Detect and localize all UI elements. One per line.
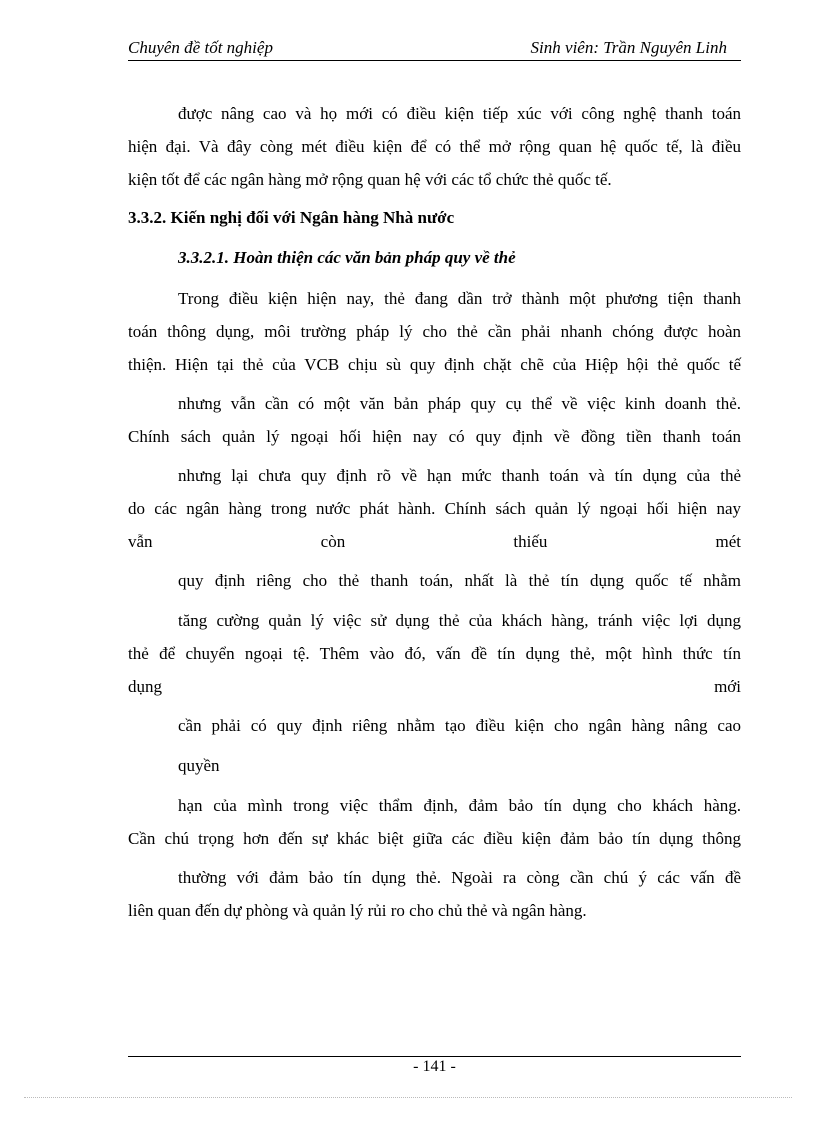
paragraph-line: tăng cường quản lý việc sử dụng thẻ của khách hàng, tránh việc lợi dụng — [178, 611, 741, 630]
page-number: - 141 - — [413, 1058, 456, 1075]
paragraph-line: Trong điều kiện hiện nay, thẻ đang dần trở thành một phương tiện thanh — [178, 289, 741, 308]
paragraph-line: được nâng cao và họ mới có điều kiện tiếp xúc với công nghệ thanh toán — [178, 104, 741, 123]
paragraph-line: vẫn còn thiếu mét — [128, 532, 741, 551]
subsection-heading: 3.3.2.1. Hoàn thiện các văn bản pháp quy về thẻ — [178, 248, 516, 267]
paragraph-line: do các ngân hàng trong nước phát hành. Chính sách quản lý ngoại hối hiện nay — [128, 499, 741, 518]
paragraph-line: liên quan đến dự phòng và quản lý rủi ro cho chủ thẻ và ngân hàng. — [128, 901, 587, 920]
header-author: Sinh viên: Trần Nguyên Linh — [530, 38, 727, 57]
paragraph-line: Chính sách quản lý ngoại hối hiện nay có quy định về đồng tiền thanh toán — [128, 427, 741, 446]
page-header — [128, 36, 741, 61]
footer-divider — [128, 1056, 741, 1057]
paragraph-line: Cần chú trọng hơn đến sự khác biệt giữa các điều kiện đảm bảo tín dụng thông — [128, 829, 741, 848]
paragraph-line: nhưng vẫn cần có một văn bản pháp quy cụ thể về việc kinh doanh thẻ. — [178, 394, 741, 413]
paragraph-line: hiện đại. Và đây còng mét điều kiện để có thể mở rộng quan hệ quốc tế, là điều — [128, 137, 741, 156]
section-heading: 3.3.2. Kiến nghị đối với Ngân hàng Nhà nước — [128, 208, 455, 227]
paragraph-line: toán thông dụng, môi trường pháp lý cho thẻ cần phải nhanh chóng được hoàn — [128, 322, 741, 341]
paragraph-line: kiện tốt để các ngân hàng mở rộng quan hệ với các tổ chức thẻ quốc tế. — [128, 170, 612, 189]
paragraph-line: cần phải có quy định riêng nhằm tạo điều kiện cho ngân hàng nâng cao — [178, 716, 741, 735]
paragraph-line: quyền — [178, 756, 220, 775]
paragraph-line: nhưng lại chưa quy định rõ về hạn mức thanh toán và tín dụng của thẻ — [178, 466, 741, 485]
paragraph-line: thường với đảm bảo tín dụng thẻ. Ngoài ra còng cần chú ý các vấn đề — [178, 868, 741, 887]
paragraph-line: thiện. Hiện tại thẻ của VCB chịu sù quy định chặt chẽ của Hiệp hội thẻ quốc tế — [128, 355, 741, 374]
page-bottom-border — [24, 1097, 792, 1098]
paragraph-line: quy định riêng cho thẻ thanh toán, nhất là thẻ tín dụng quốc tế nhằm — [178, 571, 741, 590]
paragraph-line: thẻ để chuyển ngoại tệ. Thêm vào đó, vấn đề tín dụng thẻ, một hình thức tín — [128, 644, 741, 663]
header-title: Chuyên đề tốt nghiệp — [128, 38, 273, 57]
paragraph-line: hạn của mình trong việc thẩm định, đảm bảo tín dụng cho khách hàng. — [178, 796, 741, 815]
paragraph-line: dụng mới — [128, 677, 741, 696]
